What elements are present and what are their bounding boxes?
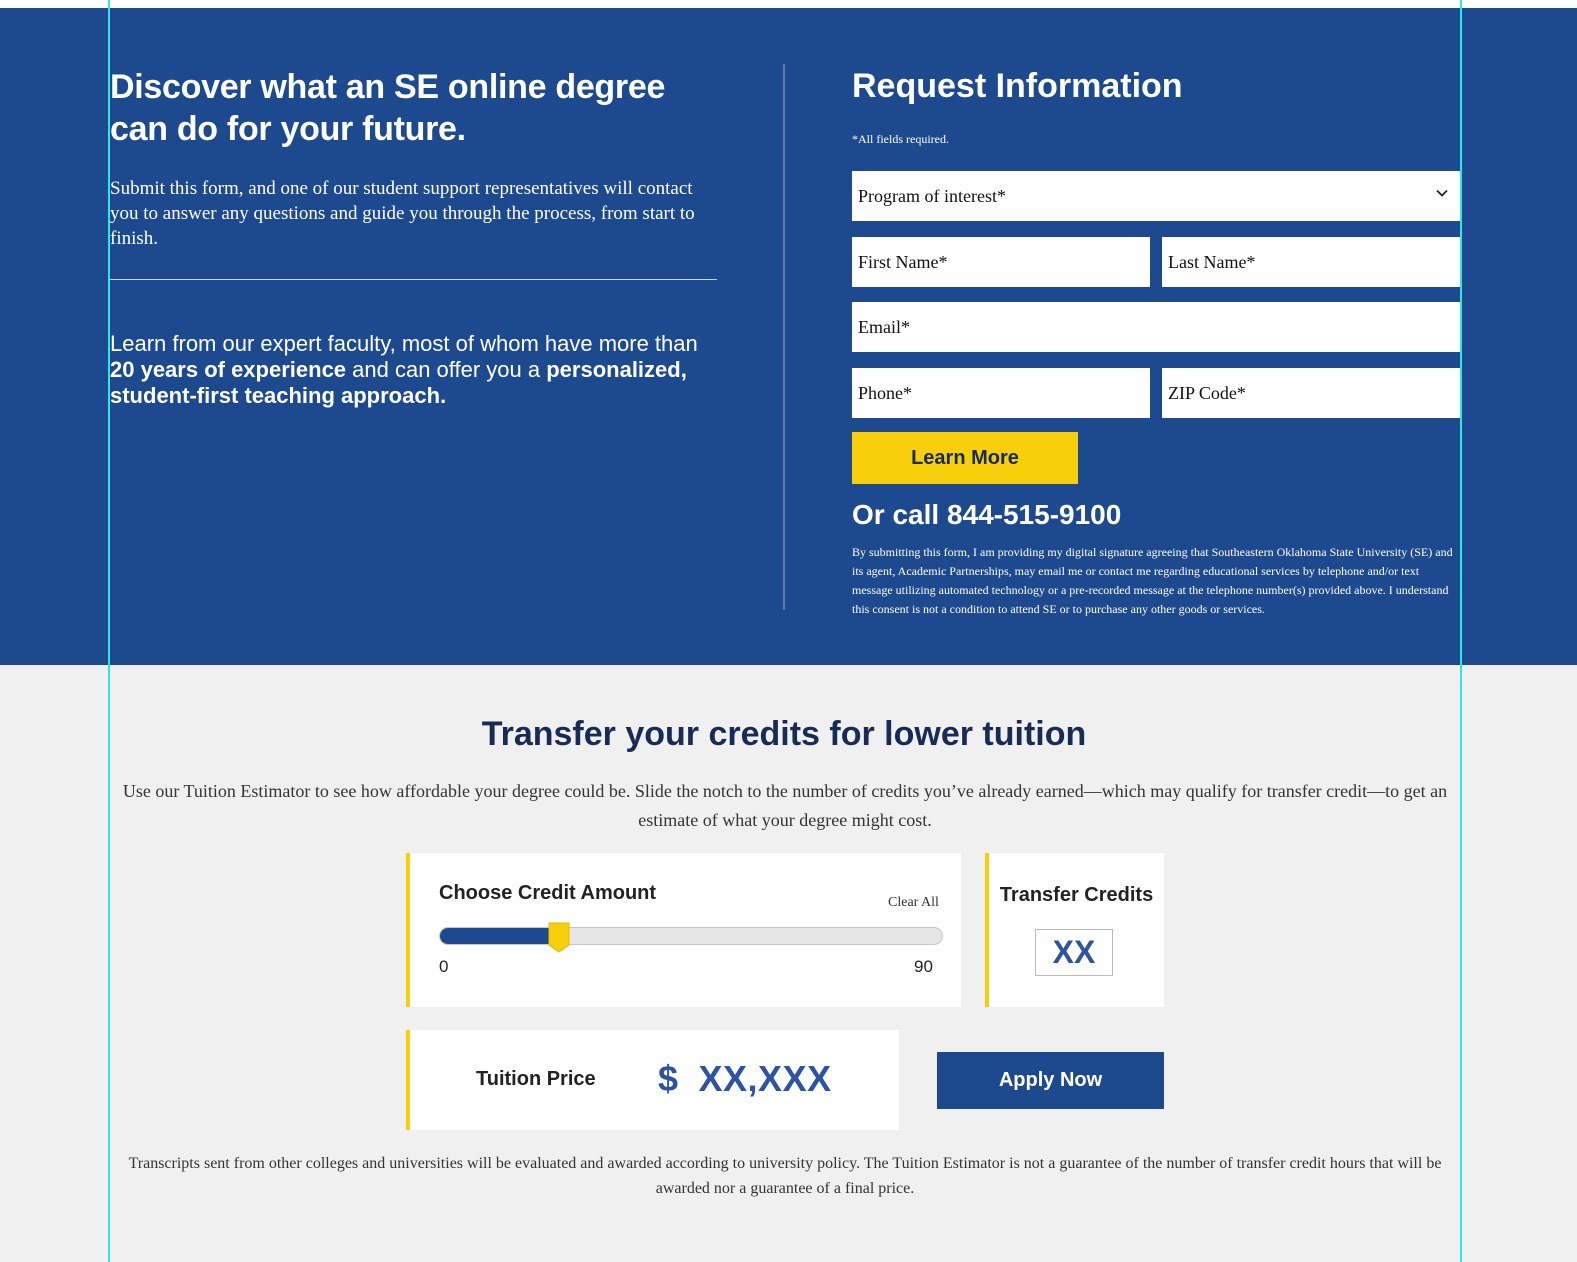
hero-description: Submit this form, and one of our student support representatives will contact you to answer any questions and guide you through the process, from start to finish. <box>110 178 695 249</box>
estimator-description: Use our Tuition Estimator to see how affordable your degree could be. Slide the notch to the number of credits you’ve already earned—which may qualify for transfer credit—to get an estimate of what your degree might cost. <box>122 781 1448 830</box>
first-name-field[interactable] <box>852 237 1150 287</box>
phone-field[interactable] <box>852 368 1150 418</box>
first-name-placeholder: First Name* <box>858 251 948 272</box>
tuition-price-label: Tuition Price <box>476 1068 596 1090</box>
currency-symbol: $ <box>658 1058 679 1099</box>
zip-code-field[interactable] <box>1162 368 1460 418</box>
hero-divider <box>110 279 717 280</box>
vertical-divider <box>783 64 785 610</box>
estimator-title: Transfer your credits for lower tuition <box>481 715 1087 753</box>
estimator-disclaimer: Transcripts sent from other colleges and universities will be evaluated and awarded according to university policy. The Tuition Estimator is not a guarantee of the number of transfer credit hours that will be awarded nor a guarantee of a final price. <box>128 1155 1442 1197</box>
tuition-price-card <box>406 1030 899 1130</box>
credit-amount-card <box>406 853 961 1007</box>
consent-disclaimer: By submitting this form, I am providing my digital signature agreeing that Southeastern Oklahoma State University (SE) and its agent, Academic Partnerships, may email me or contact me regarding educational services by telephone and/or text message utilizing automated technology or a pre-recorded message at the telephone number(s) provided above. I understand this consent is not a condition to attend SE or to purchase any other goods or services. <box>852 545 1453 616</box>
program-select-value: Program of interest* <box>858 185 1006 206</box>
required-note: *All fields required. <box>852 132 949 146</box>
transfer-credits-card <box>985 853 1164 1007</box>
program-of-interest-select[interactable] <box>852 171 1460 221</box>
hero-section <box>0 8 1577 665</box>
tuition-price-value <box>658 1058 832 1100</box>
slider-min-label: 0 <box>439 957 449 976</box>
form-title: Request Information <box>852 67 1183 105</box>
faculty-statement <box>110 331 710 409</box>
credit-slider-track[interactable] <box>439 927 943 945</box>
faculty-bold-approach: personalized, student-first teaching approach. <box>110 357 687 408</box>
faculty-text-1: Learn from our expert faculty, most of whom have more than <box>110 331 698 356</box>
faculty-bold-experience: 20 years of experience <box>110 357 347 382</box>
phone-placeholder: Phone* <box>858 382 912 403</box>
email-field[interactable] <box>852 302 1460 352</box>
layout-guide-left <box>108 0 110 1262</box>
credit-slider-fill <box>440 928 559 944</box>
transfer-credits-value: XX <box>1035 929 1113 976</box>
slider-thumb-icon[interactable] <box>547 921 571 953</box>
slider-max-label: 90 <box>914 957 933 976</box>
hero-title: Discover what an SE online degree can do for your future. <box>110 68 666 148</box>
apply-now-button[interactable]: Apply Now <box>937 1052 1164 1109</box>
request-info-form <box>852 66 1460 616</box>
zip-code-placeholder: ZIP Code* <box>1168 382 1246 403</box>
last-name-placeholder: Last Name* <box>1168 251 1256 272</box>
clear-all-link[interactable]: Clear All <box>888 895 939 910</box>
credit-amount-title: Choose Credit Amount <box>439 882 657 904</box>
tuition-estimator-section <box>0 665 1577 1262</box>
layout-guide-right <box>1460 0 1462 1262</box>
chevron-down-icon <box>1434 185 1450 201</box>
hero-intro <box>110 66 720 409</box>
learn-more-button[interactable]: Learn More <box>852 432 1078 484</box>
last-name-field[interactable] <box>1162 237 1460 287</box>
email-placeholder: Email* <box>858 316 910 337</box>
transfer-credits-title: Transfer Credits <box>999 884 1154 906</box>
tuition-amount: XX,XXX <box>698 1058 832 1099</box>
faculty-text-2: and can offer you a <box>346 357 547 382</box>
call-phone-link[interactable]: Or call 844-515-9100 <box>852 499 1122 530</box>
